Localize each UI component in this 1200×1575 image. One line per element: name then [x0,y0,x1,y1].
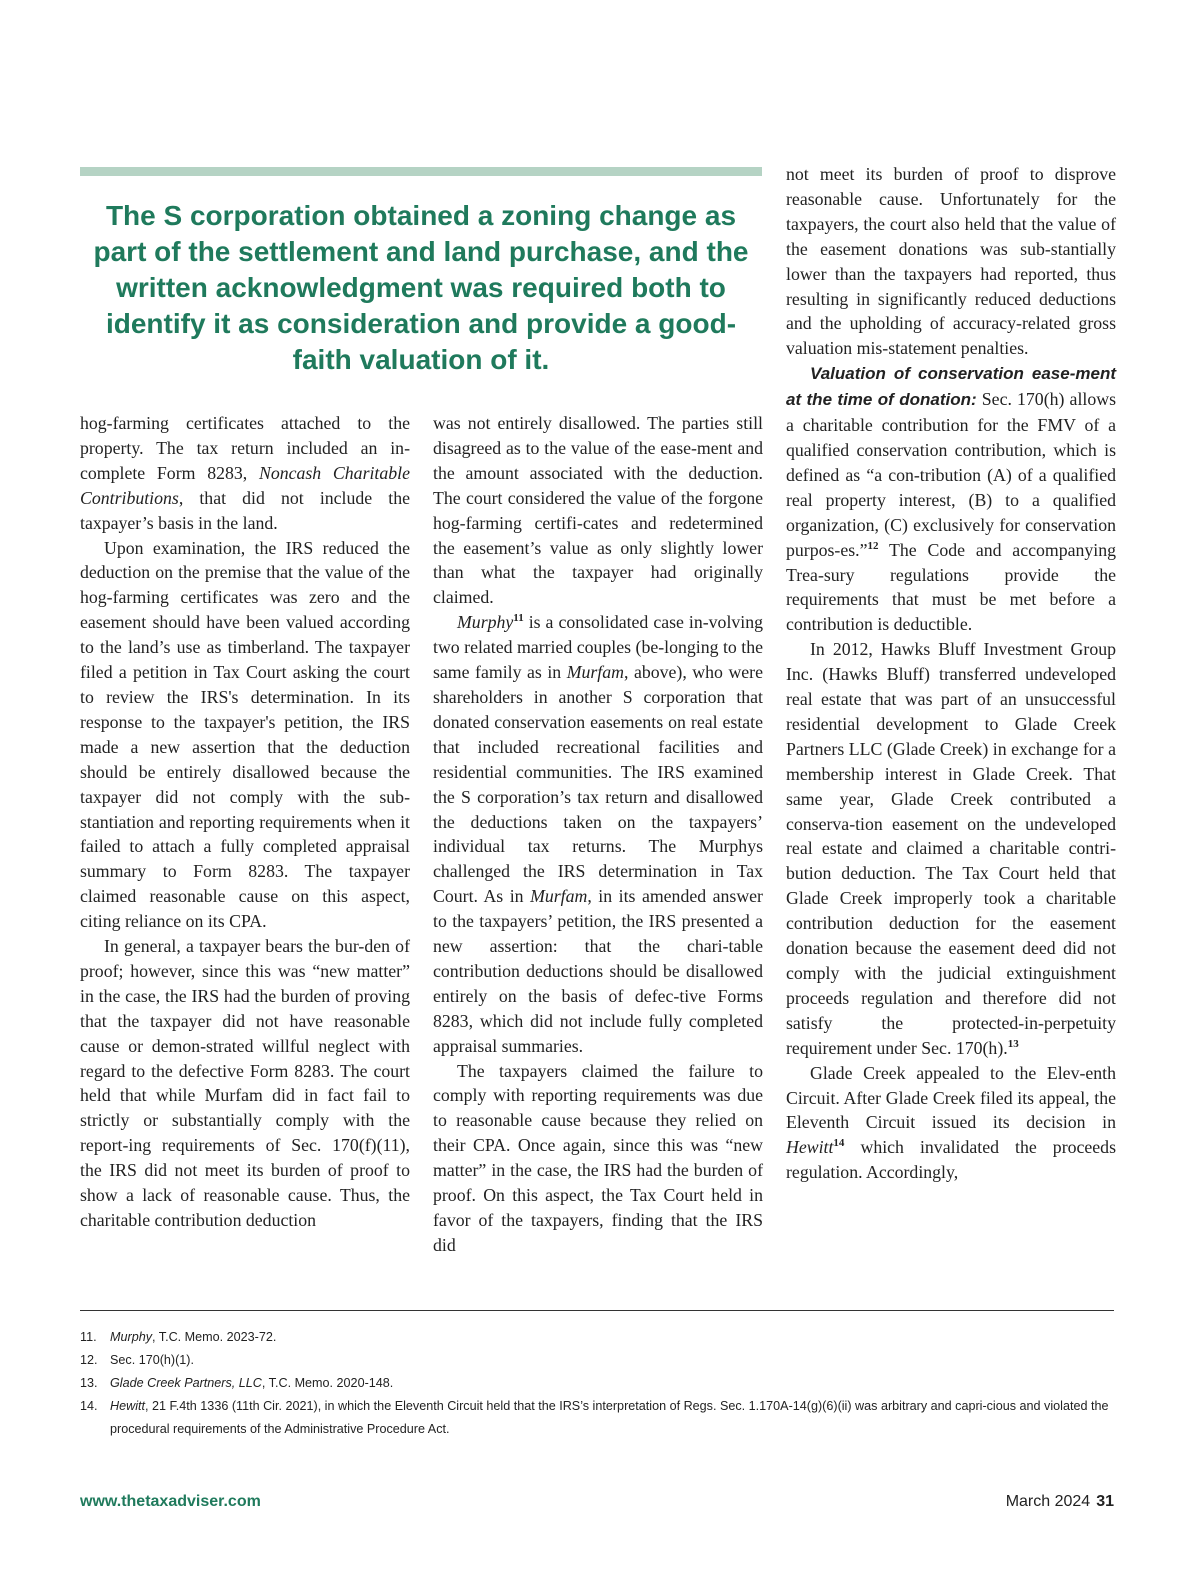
column-3 [786,162,1116,1185]
footnote-ref[interactable]: 12 [867,539,879,552]
paragraph: In 2012, Hawks Bluff Investment Group Inc. (Hawks Bluff) transferred undeveloped real estate that was part of an unsuccessful residential development to Glade Creek Partners LLC (Glade Creek) in exchange for a membership interest in Glade Creek. That same year, Glade Creek contributed a conserva-tion easement on the undeveloped real estate and claimed a charitable contri-bution deduction. The Tax Court held that Glade Creek improperly took a charitable contribution deduction for the easement donation because the easement deed did not comply with the judicial extinguishment proceeds regulation and therefore did not satisfy the protected-in-perpetuity requirement under Sec. 170(h).$^{13}$ [786,639,1116,1058]
pull-quote: The S corporation obtained a zoning change as part of the settlement and land purchase, and the written acknowledgment was required both to identify it as consideration and provide a good-faith valuation of it. [93,200,749,375]
footnote: 12. Sec. 170(h)(1). [80,1353,194,1367]
footnote: 11. Murphy, T.C. Memo. 2023-72. [80,1330,277,1344]
website-link[interactable]: www.thetaxadviser.com [80,1493,261,1510]
footnotes [80,1326,1114,1441]
paragraph: Upon examination, the IRS reduced the deduction on the premise that the value of the hog-farming certificates was zero and the easement should have been valued according to the land’s use as timberland. The taxpayer filed a petition in Tax Court asking the court to review the IRS's determination. In its response to the taxpayer's petition, the IRS made a new assertion that the deduction should be entirely disallowed because the taxpayer did not comply with the sub-stantiation and reporting requirements when it failed to attach a fully completed appraisal summary to Form 8283. The taxpayer claimed reasonable cause on this aspect, citing reliance on its CPA. [80,537,410,932]
page-footer [1006,1493,1114,1511]
paragraph: Murphy$^{11}$ is a consolidated case in-volving two related married couples (be-longing to the same family as in Murfam, above), who were shareholders in another S corporation that donated conservation easements on real estate that included recreational facilities and residential communities. The IRS examined the S corporation’s tax return and disallowed the deductions taken on the taxpayers’ individual tax returns. The Murphys challenged the IRS determination in Tax Court. As in Murfam, in its amended answer to the taxpayers’ petition, the IRS presented a new assertion: that the chari-table contribution deductions should be disallowed entirely on the basis of defec-tive Forms 8283, which did not include fully completed appraisal summaries. [433,612,763,1056]
section-subhead: Valuation of conservation ease-ment at the time of donation: [786,364,1116,410]
column-1 [80,411,410,1233]
footnote-ref[interactable]: 11 [513,612,524,625]
paragraph: was not entirely disallowed. The parties still disagreed as to the value of the ease-ment and the amount associated with the deduction. The court considered the value of the forgone hog-farming certifi-cates and redetermined the easement’s value as only slightly lower than what the taxpayer had originally claimed. [433,413,763,608]
footnote: 14. Hewitt, 21 F.4th 1336 (11th Cir. 2021), in which the Eleventh Circuit held that the IRS’s interpretation of Regs. Sec. 1.170A-14(g)(6)(ii) was arbitrary and capri-cious and violated the procedural requirements of the Administrative Procedure Act. [80,1399,1109,1436]
paragraph: In general, a taxpayer bears the bur-den of proof; however, since this was “new matter” in the case, the IRS had the burden of proving that the taxpayer did not have reasonable cause or demon-strated willful neglect with regard to the defective Form 8283. The court held that while Murfam did in fact fail to strictly or substantially comply with the report-ing requirements of Sec. 170(f)(11), the IRS did not meet its burden of proof to show a lack of reasonable cause. Thus, the charitable contribution deduction [80,936,410,1230]
column-2 [433,411,763,1258]
pull-quote-rule [80,167,762,176]
paragraph: Valuation of conservation ease-ment at the time of donation: Sec. 170(h) allows a charitable contribution for the FMV of a qualified conservation contribution, which is defined as “a con-tribution (A) of a qualified real property interest, (B) to a qualified organization, (C) exclusively for conservation purpos-es.”$^{12}$ The Code and accompanying Trea-sury regulations provide the requirements that must be met before a contribution is deductible. [786,364,1116,635]
issue-date: March 2024 [1005,1493,1091,1510]
footnote: 13. Glade Creek Partners, LLC, T.C. Memo. 2020-148. [80,1376,394,1390]
footnote-ref[interactable]: 14 [833,1137,845,1150]
paragraph: Glade Creek appealed to the Elev-enth Circuit. After Glade Creek filed its appeal, the Eleventh Circuit issued its decision in Hewitt$^{14}$ which invalidated the proceeds regulation. Accordingly, [786,1062,1116,1183]
footnote-rule [80,1310,1114,1311]
footnote-ref[interactable]: 13 [1007,1037,1019,1050]
paragraph: The taxpayers claimed the failure to comply with reporting requirements was due to reasonable cause because they relied on their CPA. Once again, since this was “new matter” in the case, the IRS had the burden of proof. On this aspect, the Tax Court held in favor of the taxpayers, finding that the IRS did [433,1060,763,1255]
paragraph: not meet its burden of proof to disprove reasonable cause. Unfortunately for the taxpayers, the court also held that the value of the easement donations was sub-stantially lower than the taxpayers had reported, thus resulting in significantly reduced deductions and the upholding of accuracy-related gross valuation mis-statement penalties. [786,164,1116,359]
paragraph: hog-farming certificates attached to the property. The tax return included an in-complete Form 8283, Noncash Charitable Contributions, that did not include the taxpayer’s basis in the land. [80,413,410,533]
page-number: 31 [1096,1493,1114,1510]
